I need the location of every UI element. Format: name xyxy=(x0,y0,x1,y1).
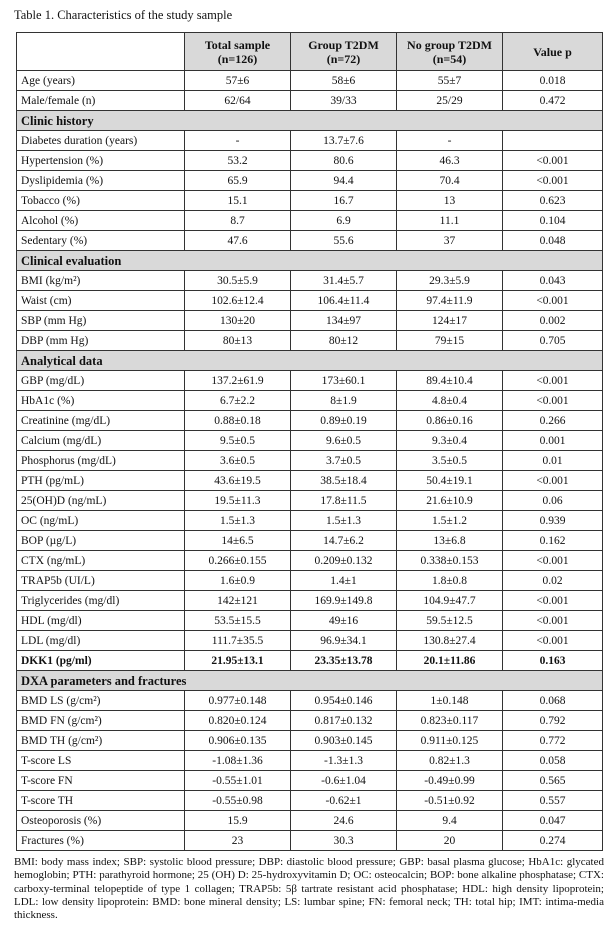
table-cell: 14±6.5 xyxy=(185,531,291,551)
table-cell: 0.001 xyxy=(503,431,603,451)
row-label: BMD TH (g/cm²) xyxy=(17,731,185,751)
table-cell: 0.068 xyxy=(503,691,603,711)
table-cell: 23.35±13.78 xyxy=(291,651,397,671)
table-cell: 0.058 xyxy=(503,751,603,771)
table-cell: 53.5±15.5 xyxy=(185,611,291,631)
table-cell: 9.3±0.4 xyxy=(397,431,503,451)
table-cell: 0.047 xyxy=(503,811,603,831)
table-cell: 47.6 xyxy=(185,231,291,251)
table-cell: 37 xyxy=(397,231,503,251)
table-cell: 17.8±11.5 xyxy=(291,491,397,511)
table-cell: 3.5±0.5 xyxy=(397,451,503,471)
section-header-row xyxy=(17,671,603,691)
table-row xyxy=(17,231,603,251)
table-cell: 8±1.9 xyxy=(291,391,397,411)
table-cell: 1.5±1.3 xyxy=(291,511,397,531)
table-cell: <0.001 xyxy=(503,611,603,631)
header-row xyxy=(17,33,603,71)
table-cell: 0.82±1.3 xyxy=(397,751,503,771)
table-cell: 0.88±0.18 xyxy=(185,411,291,431)
row-label: TRAP5b (UI/L) xyxy=(17,571,185,591)
table-cell: <0.001 xyxy=(503,171,603,191)
row-label: Hypertension (%) xyxy=(17,151,185,171)
table-cell: 30.5±5.9 xyxy=(185,271,291,291)
table-row xyxy=(17,371,603,391)
table-row xyxy=(17,211,603,231)
row-label: BMD FN (g/cm²) xyxy=(17,711,185,731)
table-cell: 1±0.148 xyxy=(397,691,503,711)
table-cell: 1.5±1.2 xyxy=(397,511,503,531)
table-cell: 50.4±19.1 xyxy=(397,471,503,491)
row-label: Osteoporosis (%) xyxy=(17,811,185,831)
row-label: T-score FN xyxy=(17,771,185,791)
section-header-row xyxy=(17,111,603,131)
table-cell: 0.557 xyxy=(503,791,603,811)
table-cell: 0.623 xyxy=(503,191,603,211)
table-cell: 65.9 xyxy=(185,171,291,191)
table-cell: 0.06 xyxy=(503,491,603,511)
table-cell: 1.4±1 xyxy=(291,571,397,591)
table-row xyxy=(17,471,603,491)
column-header: Group T2DM (n=72) xyxy=(291,33,397,71)
table-row xyxy=(17,531,603,551)
table-cell: 0.772 xyxy=(503,731,603,751)
table-cell: 53.2 xyxy=(185,151,291,171)
table-cell: 9.5±0.5 xyxy=(185,431,291,451)
table-cell: 0.977±0.148 xyxy=(185,691,291,711)
table-cell: - xyxy=(397,131,503,151)
table-cell: 16.7 xyxy=(291,191,397,211)
table-row xyxy=(17,291,603,311)
table-cell: 111.7±35.5 xyxy=(185,631,291,651)
table-cell: 20.1±11.86 xyxy=(397,651,503,671)
section-label: Clinical evaluation xyxy=(17,251,603,271)
row-label: Waist (cm) xyxy=(17,291,185,311)
table-cell: 169.9±149.8 xyxy=(291,591,397,611)
column-header: Total sample (n=126) xyxy=(185,33,291,71)
section-header-row xyxy=(17,351,603,371)
table-row xyxy=(17,431,603,451)
characteristics-table xyxy=(16,32,603,851)
table-cell: 62/64 xyxy=(185,91,291,111)
table-cell: 0.906±0.135 xyxy=(185,731,291,751)
table-cell: 0.792 xyxy=(503,711,603,731)
table-cell: -0.6±1.04 xyxy=(291,771,397,791)
table-cell: -0.51±0.92 xyxy=(397,791,503,811)
column-header xyxy=(17,33,185,71)
table-cell: 0.002 xyxy=(503,311,603,331)
table-cell: 25/29 xyxy=(397,91,503,111)
table-row xyxy=(17,191,603,211)
row-label: BMI (kg/m²) xyxy=(17,271,185,291)
table-cell: 0.274 xyxy=(503,831,603,851)
table-cell: 29.3±5.9 xyxy=(397,271,503,291)
table-cell: 134±97 xyxy=(291,311,397,331)
table-row xyxy=(17,791,603,811)
table-cell: 104.9±47.7 xyxy=(397,591,503,611)
table-row xyxy=(17,631,603,651)
row-label: T-score LS xyxy=(17,751,185,771)
table-cell: 70.4 xyxy=(397,171,503,191)
row-label: Calcium (mg/dL) xyxy=(17,431,185,451)
table-cell: 0.162 xyxy=(503,531,603,551)
table-row xyxy=(17,171,603,191)
table-cell: 13±6.8 xyxy=(397,531,503,551)
row-label: Sedentary (%) xyxy=(17,231,185,251)
table-cell: <0.001 xyxy=(503,291,603,311)
table-cell: 0.89±0.19 xyxy=(291,411,397,431)
table-cell: 0.565 xyxy=(503,771,603,791)
table-cell: 6.7±2.2 xyxy=(185,391,291,411)
table-cell: - xyxy=(185,131,291,151)
table-cell: 80±12 xyxy=(291,331,397,351)
row-label: BOP (µg/L) xyxy=(17,531,185,551)
table-row xyxy=(17,91,603,111)
table-cell: 80±13 xyxy=(185,331,291,351)
row-label: PTH (pg/mL) xyxy=(17,471,185,491)
row-label: GBP (mg/dL) xyxy=(17,371,185,391)
row-label: BMD LS (g/cm²) xyxy=(17,691,185,711)
table-cell: 0.705 xyxy=(503,331,603,351)
table-row xyxy=(17,831,603,851)
table-cell: 59.5±12.5 xyxy=(397,611,503,631)
table-cell: 58±6 xyxy=(291,71,397,91)
table-row xyxy=(17,731,603,751)
table-cell: 173±60.1 xyxy=(291,371,397,391)
table-row xyxy=(17,71,603,91)
table-cell: 0.01 xyxy=(503,451,603,471)
table-cell: 0.817±0.132 xyxy=(291,711,397,731)
table-cell: 0.939 xyxy=(503,511,603,531)
table-cell: 0.104 xyxy=(503,211,603,231)
table-cell: 55±7 xyxy=(397,71,503,91)
table-cell: 124±17 xyxy=(397,311,503,331)
table-cell: 21.95±13.1 xyxy=(185,651,291,671)
row-label: SBP (mm Hg) xyxy=(17,311,185,331)
row-label: DKK1 (pg/ml) xyxy=(17,651,185,671)
table-cell: 20 xyxy=(397,831,503,851)
table-cell: 106.4±11.4 xyxy=(291,291,397,311)
table-cell: 0.954±0.146 xyxy=(291,691,397,711)
table-row xyxy=(17,451,603,471)
table-cell: 15.1 xyxy=(185,191,291,211)
row-label: Triglycerides (mg/dl) xyxy=(17,591,185,611)
table-cell: 24.6 xyxy=(291,811,397,831)
table-cell: 13.7±7.6 xyxy=(291,131,397,151)
section-label: Clinic history xyxy=(17,111,603,131)
table-cell: <0.001 xyxy=(503,631,603,651)
table-cell: 89.4±10.4 xyxy=(397,371,503,391)
table-row xyxy=(17,551,603,571)
column-header: No group T2DM (n=54) xyxy=(397,33,503,71)
section-header-row xyxy=(17,251,603,271)
section-label: Analytical data xyxy=(17,351,603,371)
row-label: Male/female (n) xyxy=(17,91,185,111)
column-header: Value p xyxy=(503,33,603,71)
table-row xyxy=(17,591,603,611)
table-caption: Table 1. Characteristics of the study sample xyxy=(14,8,233,22)
table-row xyxy=(17,771,603,791)
table-cell: 39/33 xyxy=(291,91,397,111)
table-cell: <0.001 xyxy=(503,371,603,391)
table-cell: 130±20 xyxy=(185,311,291,331)
table-cell: 0.338±0.153 xyxy=(397,551,503,571)
table-cell: <0.001 xyxy=(503,151,603,171)
table-cell: 0.820±0.124 xyxy=(185,711,291,731)
table-cell: 0.903±0.145 xyxy=(291,731,397,751)
row-label: Dyslipidemia (%) xyxy=(17,171,185,191)
table-cell: 1.5±1.3 xyxy=(185,511,291,531)
table-cell: 0.043 xyxy=(503,271,603,291)
table-cell: 3.6±0.5 xyxy=(185,451,291,471)
table-cell: -0.49±0.99 xyxy=(397,771,503,791)
table-row xyxy=(17,491,603,511)
table-cell: 43.6±19.5 xyxy=(185,471,291,491)
row-label: Fractures (%) xyxy=(17,831,185,851)
table-cell: 0.911±0.125 xyxy=(397,731,503,751)
table-cell: 11.1 xyxy=(397,211,503,231)
table-cell: 8.7 xyxy=(185,211,291,231)
table-cell: 9.4 xyxy=(397,811,503,831)
row-label: Phosphorus (mg/dL) xyxy=(17,451,185,471)
table-cell: 0.266 xyxy=(503,411,603,431)
table-row xyxy=(17,811,603,831)
table-cell: 102.6±12.4 xyxy=(185,291,291,311)
table-cell: 1.8±0.8 xyxy=(397,571,503,591)
table-cell: <0.001 xyxy=(503,551,603,571)
table-row xyxy=(17,391,603,411)
table-cell: 0.823±0.117 xyxy=(397,711,503,731)
row-label: OC (ng/mL) xyxy=(17,511,185,531)
table-cell: 79±15 xyxy=(397,331,503,351)
table-body xyxy=(17,71,603,851)
table-cell: 30.3 xyxy=(291,831,397,851)
table-cell: -0.55±1.01 xyxy=(185,771,291,791)
table-cell: 0.018 xyxy=(503,71,603,91)
table-cell: 31.4±5.7 xyxy=(291,271,397,291)
table-cell: 130.8±27.4 xyxy=(397,631,503,651)
table-cell: 4.8±0.4 xyxy=(397,391,503,411)
table-footnote: BMI: body mass index; SBP: systolic blood pressure; DBP: diastolic blood pressure; GBP: basal plasma glucose; HbA1c: glycated hemoglobin; PTH: parathyroid hormone; 25 (OH) D: 25-hydroxyvitamin D; OC: osteocalcin; BOP: bone alkaline phosphatase; CTX: carboxy-terminal telopeptide of type 1 collagen; TRAP5b: 5β tartrate resistant acid phosphatase; HDL: high density lipoprotein; LDL: low density lipoprotein: BMD: bone mineral density; LS: lumbar spine; FN: femoral neck; TH: total hip; IMT: intima-media thickness. xyxy=(14,856,604,922)
table-cell: 142±121 xyxy=(185,591,291,611)
table-row xyxy=(17,131,603,151)
row-label: 25(OH)D (ng/mL) xyxy=(17,491,185,511)
table-cell: 57±6 xyxy=(185,71,291,91)
table-cell: <0.001 xyxy=(503,391,603,411)
table-cell: -1.3±1.3 xyxy=(291,751,397,771)
table-cell: 0.266±0.155 xyxy=(185,551,291,571)
table-cell: 0.86±0.16 xyxy=(397,411,503,431)
row-label: Age (years) xyxy=(17,71,185,91)
row-label: DBP (mm Hg) xyxy=(17,331,185,351)
table-cell: 6.9 xyxy=(291,211,397,231)
table-row xyxy=(17,411,603,431)
table-cell: -1.08±1.36 xyxy=(185,751,291,771)
row-label: Alcohol (%) xyxy=(17,211,185,231)
table-row xyxy=(17,711,603,731)
row-label: HDL (mg/dl) xyxy=(17,611,185,631)
table-cell: <0.001 xyxy=(503,471,603,491)
row-label: HbA1c (%) xyxy=(17,391,185,411)
row-label: Diabetes duration (years) xyxy=(17,131,185,151)
table-cell: 94.4 xyxy=(291,171,397,191)
table-row xyxy=(17,571,603,591)
row-label: T-score TH xyxy=(17,791,185,811)
table-cell: 1.6±0.9 xyxy=(185,571,291,591)
table-cell: 96.9±34.1 xyxy=(291,631,397,651)
table-cell: 13 xyxy=(397,191,503,211)
table-cell: 55.6 xyxy=(291,231,397,251)
table-cell: 19.5±11.3 xyxy=(185,491,291,511)
table-cell: -0.55±0.98 xyxy=(185,791,291,811)
table-row xyxy=(17,511,603,531)
table-row xyxy=(17,271,603,291)
table-cell: 9.6±0.5 xyxy=(291,431,397,451)
section-label: DXA parameters and fractures xyxy=(17,671,603,691)
table-cell: 15.9 xyxy=(185,811,291,831)
table-cell: -0.62±1 xyxy=(291,791,397,811)
table-row xyxy=(17,691,603,711)
table-cell: 38.5±18.4 xyxy=(291,471,397,491)
table-cell: 14.7±6.2 xyxy=(291,531,397,551)
table-cell: 0.048 xyxy=(503,231,603,251)
table-cell: 46.3 xyxy=(397,151,503,171)
table-cell: 23 xyxy=(185,831,291,851)
table-row xyxy=(17,331,603,351)
table-row xyxy=(17,151,603,171)
table-cell: 21.6±10.9 xyxy=(397,491,503,511)
table-row xyxy=(17,311,603,331)
table-cell: 80.6 xyxy=(291,151,397,171)
table-cell: 0.472 xyxy=(503,91,603,111)
table-row xyxy=(17,651,603,671)
table-cell: 0.209±0.132 xyxy=(291,551,397,571)
table-cell xyxy=(503,131,603,151)
table-row xyxy=(17,751,603,771)
table-cell: 0.163 xyxy=(503,651,603,671)
row-label: LDL (mg/dl) xyxy=(17,631,185,651)
row-label: Tobacco (%) xyxy=(17,191,185,211)
table-cell: 137.2±61.9 xyxy=(185,371,291,391)
table-row xyxy=(17,611,603,631)
table-cell: 49±16 xyxy=(291,611,397,631)
table-cell: 97.4±11.9 xyxy=(397,291,503,311)
table-cell: 0.02 xyxy=(503,571,603,591)
table-cell: <0.001 xyxy=(503,591,603,611)
table-header xyxy=(17,33,603,71)
row-label: CTX (ng/mL) xyxy=(17,551,185,571)
row-label: Creatinine (mg/dL) xyxy=(17,411,185,431)
table-cell: 3.7±0.5 xyxy=(291,451,397,471)
